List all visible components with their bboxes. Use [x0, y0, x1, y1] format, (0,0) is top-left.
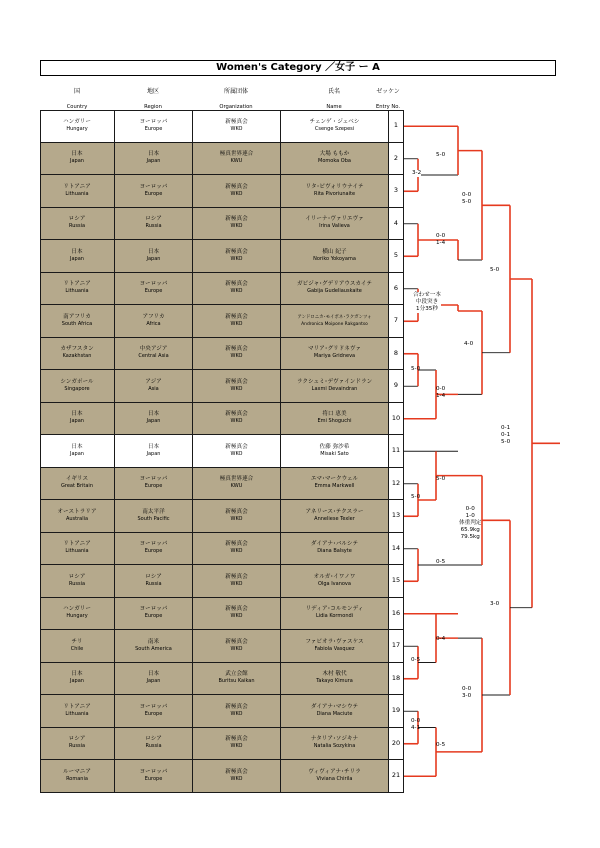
header-region-en: Region — [144, 104, 162, 110]
cell-organization-jp: 新極真会 — [225, 573, 248, 580]
cell-name-jp: 将口 恵美 — [322, 411, 347, 418]
cell-name-en: Mariya Gridneva — [313, 353, 356, 360]
match-result: 0-1 0-1 5-0 — [501, 425, 511, 445]
cell-organization-en: WKO — [230, 645, 243, 652]
cell-name-en: Rita Pivoriunaite — [313, 190, 356, 197]
cell-name-en: Emma Markwell — [314, 483, 355, 490]
match-result: 3-2 — [412, 170, 422, 176]
cell-organization-en: KWU — [230, 483, 243, 490]
cell-name-jp: 木村 敬代 — [322, 671, 347, 678]
cell-country-jp: ハンガリー — [63, 118, 91, 125]
cell-region-en: Europe — [144, 483, 163, 490]
cell-organization-jp: 新極真会 — [225, 541, 248, 548]
cell-name-en: Laxmi Devaindran — [311, 385, 358, 392]
cell-name-en: Diana Balsyte — [317, 548, 352, 555]
cell-organization-jp: 極真世界連合 — [219, 476, 254, 483]
cell-organization-en: WKO — [230, 385, 243, 392]
cell-entry-number: 17 — [391, 641, 401, 650]
cell-name-jp: 佐藤 弥沙希 — [319, 443, 350, 450]
cell-region-en: Europe — [144, 190, 163, 197]
cell-region-en: South Pacific — [137, 515, 170, 522]
cell-country-jp: ハンガリー — [63, 606, 91, 613]
cell-country-jp: カザフスタン — [60, 346, 94, 353]
cell-region-en: Russia — [145, 743, 162, 750]
header-name-jp: 氏名 — [327, 88, 340, 95]
cell-organization-en: WKO — [230, 743, 243, 750]
match-result: 0-0 4-1 — [411, 718, 421, 731]
cell-region-en: Japan — [146, 678, 161, 685]
category-title: Women's Category ／女子 ー A — [40, 60, 556, 76]
cell-name-jp: エマ･マークウェル — [310, 476, 359, 483]
cell-name-jp: リディア･コルモンディ — [305, 606, 364, 613]
cell-country-en: Australia — [65, 515, 89, 522]
match-result: 0-0 3-0 — [462, 686, 472, 699]
cell-region-en: Europe — [144, 288, 163, 295]
match-result: 合わせ一本 中段突き 1分35秒 — [413, 292, 441, 312]
cell-region-jp: 南太平洋 — [142, 508, 165, 515]
cell-organization-jp: 新極真会 — [225, 508, 248, 515]
match-result: 5-0 — [411, 366, 421, 372]
cell-region-en: Japan — [146, 450, 161, 457]
cell-country-en: Lithuania — [65, 548, 89, 555]
cell-region-jp: ロシア — [145, 573, 162, 580]
header-name-en: Name — [326, 104, 342, 110]
cell-country-jp: チリ — [71, 638, 83, 645]
cell-country-en: Japan — [70, 450, 84, 457]
cell-region-jp: ヨーロッパ — [139, 118, 168, 125]
header-organization-jp: 所属団体 — [223, 88, 248, 95]
cell-region-en: Europe — [144, 548, 163, 555]
cell-name-jp: ラクシュミ･デヴァインドラン — [296, 378, 373, 385]
cell-entry-number: 4 — [393, 218, 399, 227]
cell-country-jp: シンガポール — [60, 378, 94, 385]
cell-country-en: Kazakhstan — [62, 353, 92, 360]
cell-organization-en: WKO — [230, 223, 243, 230]
cell-region-en: South America — [135, 645, 172, 652]
cell-region-en: Japan — [146, 255, 161, 262]
cell-entry-number: 14 — [391, 543, 401, 552]
cell-country-en: Hungary — [66, 613, 88, 620]
header-entry-jp: ゼッケン — [376, 88, 400, 95]
cell-name-en: Emi Shoguchi — [317, 418, 352, 425]
cell-region-en: Europe — [144, 710, 163, 717]
cell-name-jp: イリーナ･ヴァリエヴァ — [305, 216, 364, 223]
header-region-jp: 地区 — [146, 88, 159, 95]
cell-entry-number: 21 — [391, 771, 401, 780]
cell-organization-jp: 新極真会 — [225, 248, 248, 255]
cell-entry-number: 20 — [391, 738, 401, 747]
cell-organization-jp: 新極真会 — [225, 378, 248, 385]
cell-region-jp: 日本 — [147, 151, 160, 158]
cell-entry-number: 9 — [393, 381, 399, 390]
cell-organization-jp: 新極真会 — [225, 703, 248, 710]
cell-name-jp: リタ･ピヴォリウナイテ — [305, 183, 364, 190]
cell-country-jp: 日本 — [71, 443, 83, 450]
cell-organization-en: WKO — [230, 580, 243, 587]
cell-country-en: Japan — [70, 158, 84, 165]
cell-organization-jp: 新極真会 — [225, 736, 248, 743]
cell-region-jp: ヨーロッパ — [139, 281, 168, 288]
cell-country-en: Lithuania — [65, 190, 89, 197]
cell-organization-jp: 新極真会 — [225, 118, 248, 125]
cell-region-jp: ヨーロッパ — [139, 183, 168, 190]
cell-name-jp: チェンゲ・ジェベシ — [309, 118, 360, 125]
cell-organization-en: WKO — [230, 288, 243, 295]
cell-country-en: Japan — [70, 255, 84, 262]
cell-country-jp: オーストラリア — [57, 508, 97, 515]
cell-country-jp: ロシア — [68, 573, 86, 580]
cell-region-jp: 日本 — [147, 411, 160, 418]
header-country-en: Country — [66, 104, 88, 110]
match-result: 5-0 — [411, 494, 421, 500]
cell-name-en: Diana Maciute — [316, 710, 353, 717]
cell-name-en: Olga Ivanova — [318, 580, 351, 587]
cell-organization-jp: 新極真会 — [225, 411, 248, 418]
cell-entry-number: 5 — [393, 251, 399, 260]
cell-name-jp: 大場 ももか — [319, 151, 350, 158]
cell-name-en: Momoka Oba — [318, 158, 351, 165]
cell-entry-number: 8 — [393, 348, 399, 357]
cell-name-jp: ガビジャ･グデリアウスカイテ — [296, 281, 373, 288]
cell-organization-en: WKO — [230, 548, 243, 555]
match-result: 0-5 — [436, 559, 446, 565]
cell-organization-en: WKO — [230, 515, 243, 522]
cell-name-en: Misaki Sato — [320, 450, 349, 457]
cell-country-en: Hungary — [66, 125, 88, 132]
cell-organization-jp: 新極真会 — [225, 183, 248, 190]
cell-region-jp: ヨーロッパ — [139, 541, 168, 548]
cell-organization-en: WKO — [230, 320, 243, 327]
cell-organization-jp: 新極真会 — [225, 638, 248, 645]
cell-name-en: Noriko Yokoyama — [313, 255, 356, 262]
cell-name-en: Fabiola Vasquez — [314, 645, 355, 652]
cell-country-en: Japan — [70, 418, 84, 425]
cell-region-jp: ヨーロッパ — [139, 476, 168, 483]
cell-country-en: Lithuania — [65, 710, 89, 717]
match-result: 0-0 1-4 — [436, 386, 446, 399]
cell-name-en: Andronica Moipone Rakgantso — [301, 321, 368, 327]
match-result: 5-0 — [490, 267, 500, 273]
cell-country-en: Japan — [70, 678, 84, 685]
match-result: 5-0 — [436, 476, 446, 482]
cell-organization-en: WKO — [230, 353, 243, 360]
cell-region-en: Africa — [146, 320, 161, 327]
cell-region-en: Europe — [144, 125, 163, 132]
header-entry-en: Entry No. — [375, 104, 401, 110]
cell-region-jp: 日本 — [147, 671, 160, 678]
cell-country-jp: 日本 — [71, 151, 83, 158]
cell-country-en: Russia — [68, 223, 86, 230]
cell-region-jp: ヨーロッパ — [139, 768, 168, 775]
cell-region-en: Europe — [144, 613, 163, 620]
match-result: 3-0 — [490, 601, 500, 607]
cell-entry-number: 12 — [391, 478, 401, 487]
match-result: 0-4 — [436, 636, 446, 642]
cell-entry-number: 1 — [393, 121, 399, 130]
cell-country-en: Romania — [66, 775, 88, 782]
match-result: 0-0 1-0 体重判定 65.9kg 79.5kg — [459, 506, 482, 540]
header-organization-en: Organization — [219, 104, 253, 110]
cell-region-en: Russia — [145, 223, 162, 230]
cell-region-jp: ヨーロッパ — [139, 606, 168, 613]
cell-region-en: Europe — [144, 775, 163, 782]
cell-entry-number: 11 — [391, 446, 401, 455]
cell-organization-jp: 新極真会 — [225, 216, 248, 223]
cell-organization-jp: 武立会館 — [225, 671, 248, 678]
cell-entry-number: 3 — [393, 186, 399, 195]
cell-country-jp: リトアニア — [63, 281, 91, 288]
cell-country-en: Russia — [68, 580, 86, 587]
cell-country-jp: リトアニア — [63, 703, 91, 710]
cell-country-jp: ロシア — [68, 216, 86, 223]
cell-organization-en: WKO — [230, 418, 243, 425]
cell-country-jp: リトアニア — [63, 183, 91, 190]
cell-organization-jp: 新極真会 — [225, 606, 248, 613]
cell-country-jp: 南アフリカ — [63, 313, 91, 320]
cell-country-en: Singapore — [64, 385, 90, 392]
cell-entry-number: 16 — [391, 608, 401, 617]
cell-entry-number: 15 — [391, 576, 401, 585]
cell-region-en: Japan — [146, 158, 161, 165]
cell-name-en: Lidia Kormondi — [315, 613, 354, 620]
cell-organization-en: WKO — [230, 613, 243, 620]
cell-country-jp: ルーマニア — [63, 768, 91, 775]
cell-organization-en: WKO — [230, 255, 243, 262]
cell-country-jp: イギリス — [65, 476, 89, 483]
cell-name-jp: ファビオラ･ヴァスケス — [305, 638, 364, 645]
cell-organization-en: Buritsu Kaikan — [218, 678, 255, 685]
cell-organization-jp: 新極真会 — [225, 281, 248, 288]
cell-country-jp: リトアニア — [63, 541, 91, 548]
cell-region-jp: ロシア — [145, 736, 162, 743]
cell-entry-number: 6 — [393, 283, 399, 292]
cell-entry-number: 18 — [391, 673, 401, 682]
cell-organization-en: WKO — [230, 710, 243, 717]
cell-region-en: Asia — [148, 385, 159, 392]
cell-country-en: Great Britain — [61, 483, 93, 490]
match-result: 0-5 — [411, 657, 421, 663]
cell-entry-number: 2 — [393, 153, 399, 162]
cell-name-en: Anneliese Texler — [314, 515, 355, 522]
cell-country-en: Lithuania — [65, 288, 89, 295]
cell-entry-number: 10 — [391, 413, 401, 422]
cell-organization-jp: 新極真会 — [225, 768, 248, 775]
cell-region-jp: ヨーロッパ — [139, 703, 168, 710]
cell-region-en: Russia — [145, 580, 162, 587]
cell-name-jp: アンドロニカ･モイポネ･ラクガンツォ — [297, 314, 372, 320]
match-result: 0-5 — [436, 742, 446, 748]
cell-name-jp: ナタリア･ソジキナ — [310, 736, 359, 743]
cell-region-en: Central Asia — [138, 353, 169, 360]
cell-country-jp: 日本 — [71, 411, 83, 418]
cell-name-en: Natalia Sozykina — [313, 743, 356, 750]
cell-name-jp: マリア･グリドネヴァ — [307, 346, 362, 353]
cell-region-en: Japan — [146, 418, 161, 425]
cell-region-jp: アジア — [145, 378, 162, 385]
cell-region-jp: 日本 — [147, 248, 160, 255]
cell-country-en: South Africa — [61, 320, 93, 327]
cell-name-jp: オルガ･イワノワ — [313, 573, 356, 580]
header-country-jp: 国 — [73, 88, 80, 95]
cell-name-jp: ダイアナ･バルシテ — [310, 541, 359, 548]
cell-country-en: Chile — [70, 645, 84, 652]
cell-organization-en: KWU — [230, 158, 243, 165]
cell-organization-en: WKO — [230, 190, 243, 197]
cell-region-jp: 日本 — [147, 443, 160, 450]
cell-name-jp: ダイアナ･マシウテ — [310, 703, 359, 710]
cell-country-jp: ロシア — [68, 736, 86, 743]
cell-entry-number: 13 — [391, 511, 401, 520]
cell-organization-en: WKO — [230, 125, 243, 132]
cell-name-jp: ヴィヴィアナ･チリラ — [308, 768, 361, 775]
cell-organization-jp: 極真世界連合 — [219, 151, 254, 158]
cell-organization-jp: 新極真会 — [225, 313, 248, 320]
match-result: 0-0 1-4 — [436, 233, 446, 246]
cell-organization-jp: 新極真会 — [225, 346, 248, 353]
cell-organization-en: WKO — [230, 450, 243, 457]
cell-region-jp: 中央アジア — [139, 346, 168, 353]
match-result: 0-0 5-0 — [462, 192, 472, 205]
cell-name-en: Viviana Chirila — [316, 775, 353, 782]
cell-name-jp: アネリース･テクスラー — [305, 508, 364, 515]
cell-country-en: Russia — [68, 743, 86, 750]
cell-entry-number: 7 — [393, 316, 399, 325]
cell-name-en: Takayo Kimura — [316, 678, 353, 685]
cell-organization-en: WKO — [230, 775, 243, 782]
cell-country-jp: 日本 — [71, 248, 83, 255]
match-result: 5-0 — [436, 152, 446, 158]
cell-region-jp: アフリカ — [142, 313, 165, 320]
cell-name-jp: 横山 紀子 — [322, 248, 347, 255]
cell-country-jp: 日本 — [71, 671, 83, 678]
cell-region-jp: ロシア — [145, 216, 162, 223]
match-result: 4-0 — [464, 341, 474, 347]
cell-name-en: Gabija Gudeliauskaite — [307, 288, 362, 295]
cell-organization-jp: 新極真会 — [225, 443, 248, 450]
cell-name-en: Irina Valieva — [319, 223, 350, 230]
cell-name-en: Csenge Szepesi — [314, 125, 355, 132]
cell-region-jp: 南米 — [147, 638, 160, 645]
cell-entry-number: 19 — [391, 706, 401, 715]
